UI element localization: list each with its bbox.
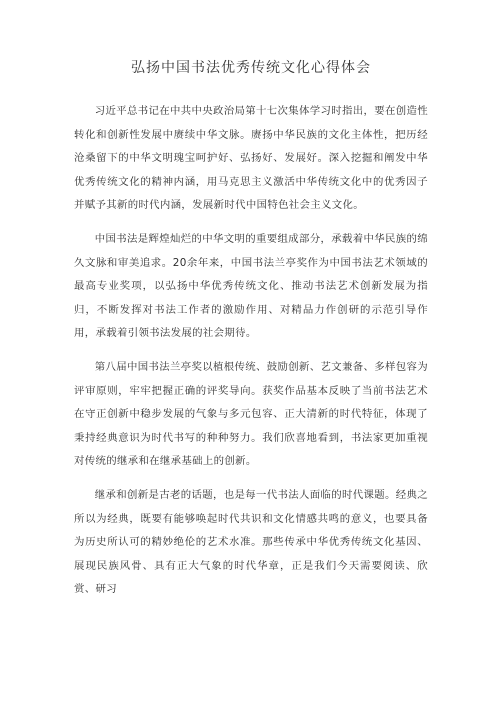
paragraph-4: 继承和创新是古老的话题，也是每一代书法人面临的时代课题。经典之所以为经典，既要有能够唤起时代共识和文化情感共鸣的意义，也要具备为历史所认可的精妙绝伦的艺术水准。那些传承中华优秀传统文化基因、展现民族风骨、具有正大气象的时代华章，正是我们今天需要阅读、欣赏、研习 (74, 488, 428, 596)
document-title: 弘扬中国书法优秀传统文化心得体会 (131, 60, 371, 76)
paragraph-2: 中国书法是辉煌灿烂的中华文明的重要组成部分，承载着中华民族的绵久文脉和审美追求。20余年来，中国书法兰亭奖作为中国书法艺术领域的最高专业奖项，以弘扬中华优秀传统文化、推动书法艺术创新发展为指归，不断发挥对书法工作者的激励作用、对精品力作创研的示范引导作用，承载着引领书法发展的社会期待。 (74, 232, 428, 340)
paragraph-3: 第八届中国书法兰亭奖以植根传统、鼓励创新、艺文兼备、多样包容为评审原则，牢牢把握正确的评奖导向。获奖作品基本反映了当前书法艺术在守正创新中稳步发展的气象与多元包容、正大清新的时代特征，体现了秉持经典意识为时代书写的种种努力。我们欣喜地看到，书法家更加重视对传统的继承和在继承基础上的创新。 (74, 360, 428, 468)
paragraph-1: 习近平总书记在中共中央政治局第十七次集体学习时指出，要在创造性转化和创新性发展中赓续中华文脉。赓扬中华民族的文化主体性，把历经沧桑留下的中华文明瑰宝呵护好、弘扬好、发展好。深入挖掘和阐发中华优秀传统文化的精神内涵，用马克思主义激活中华传统文化中的优秀因子并赋予其新的时代内涵，发展新时代中国特色社会主义文化。 (74, 105, 428, 212)
